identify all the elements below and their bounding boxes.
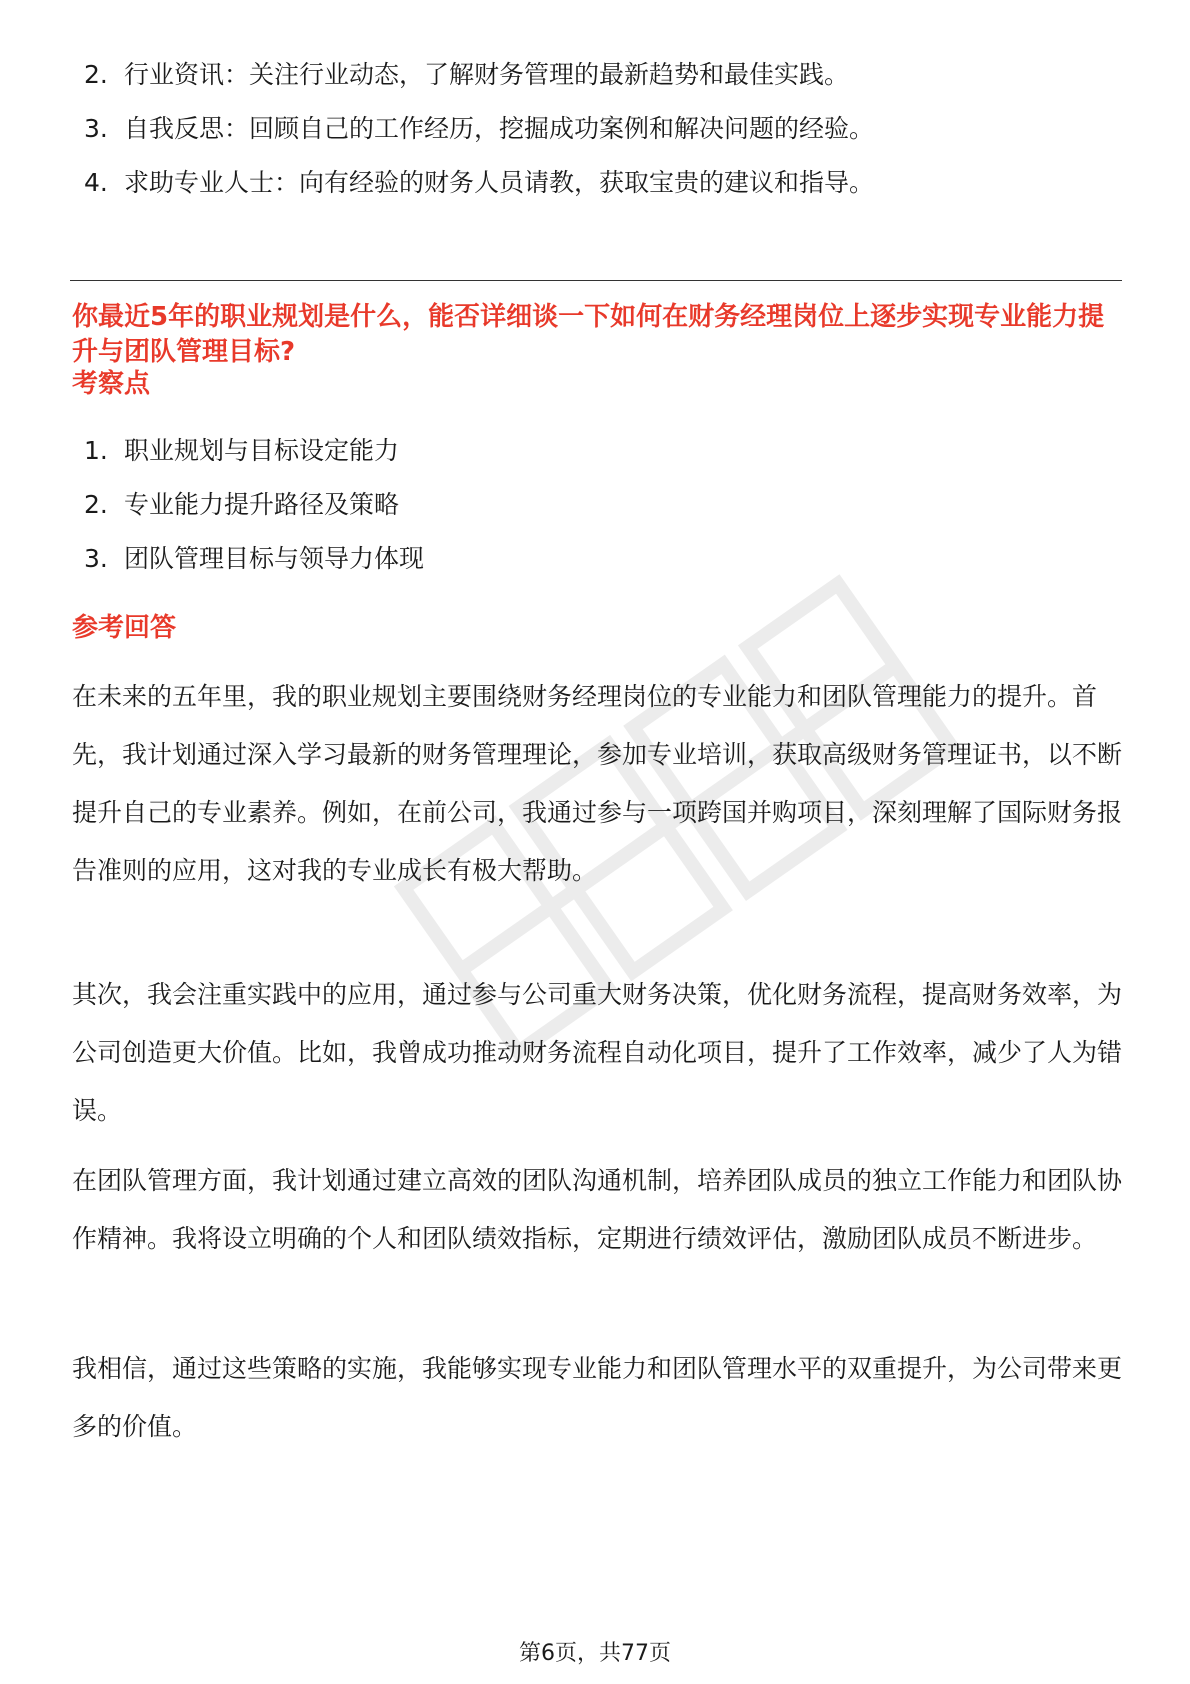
answer-paragraph: 在未来的五年里，我的职业规划主要围绕财务经理岗位的专业能力和团队管理能力的提升。首先，我计划通过深入学习最新的财务管理理论，参加专业培训，获取高级财务管理证书，以不断提升自己的专业素养。例如，在前公司，我通过参与一项跨国并购项目，深刻理解了国际财务报告准则的应用，这对我的专业成长有极大帮助。 — [72, 682, 1123, 885]
list-item: 2. 行业资讯：关注行业动态，了解财务管理的最新趋势和最佳实践。 — [84, 60, 850, 89]
answer-heading: 参考回答 — [72, 613, 177, 643]
question-heading: 你最近5年的职业规划是什么，能否详细谈一下如何在财务经理岗位上逐步实现专业能力提升与团队管理目标? — [72, 302, 1105, 367]
points-heading: 考察点 — [72, 369, 151, 399]
list-item: 3. 自我反思：回顾自己的工作经历，挖掘成功案例和解决问题的经验。 — [84, 114, 875, 143]
section-divider — [70, 280, 1122, 281]
list-item: 3. 团队管理目标与领导力体现 — [84, 544, 425, 573]
answer-paragraph: 我相信，通过这些策略的实施，我能够实现专业能力和团队管理水平的双重提升，为公司带来更多的价值。 — [72, 1354, 1123, 1441]
answer-paragraph: 在团队管理方面，我计划通过建立高效的团队沟通机制，培养团队成员的独立工作能力和团队协作精神。我将设立明确的个人和团队绩效指标，定期进行绩效评估，激励团队成员不断进步。 — [72, 1166, 1123, 1253]
list-item: 2. 专业能力提升路径及策略 — [84, 490, 400, 519]
page-footer: 第6页，共77页 — [519, 1641, 671, 1666]
list-item: 4. 求助专业人士：向有经验的财务人员请教，获取宝贵的建议和指导。 — [84, 168, 875, 197]
answer-paragraph: 其次，我会注重实践中的应用，通过参与公司重大财务决策，优化财务流程，提高财务效率，为公司创造更大价值。比如，我曾成功推动财务流程自动化项目，提升了工作效率，减少了人为错误。 — [72, 980, 1123, 1125]
list-item: 1. 职业规划与目标设定能力 — [84, 436, 400, 465]
